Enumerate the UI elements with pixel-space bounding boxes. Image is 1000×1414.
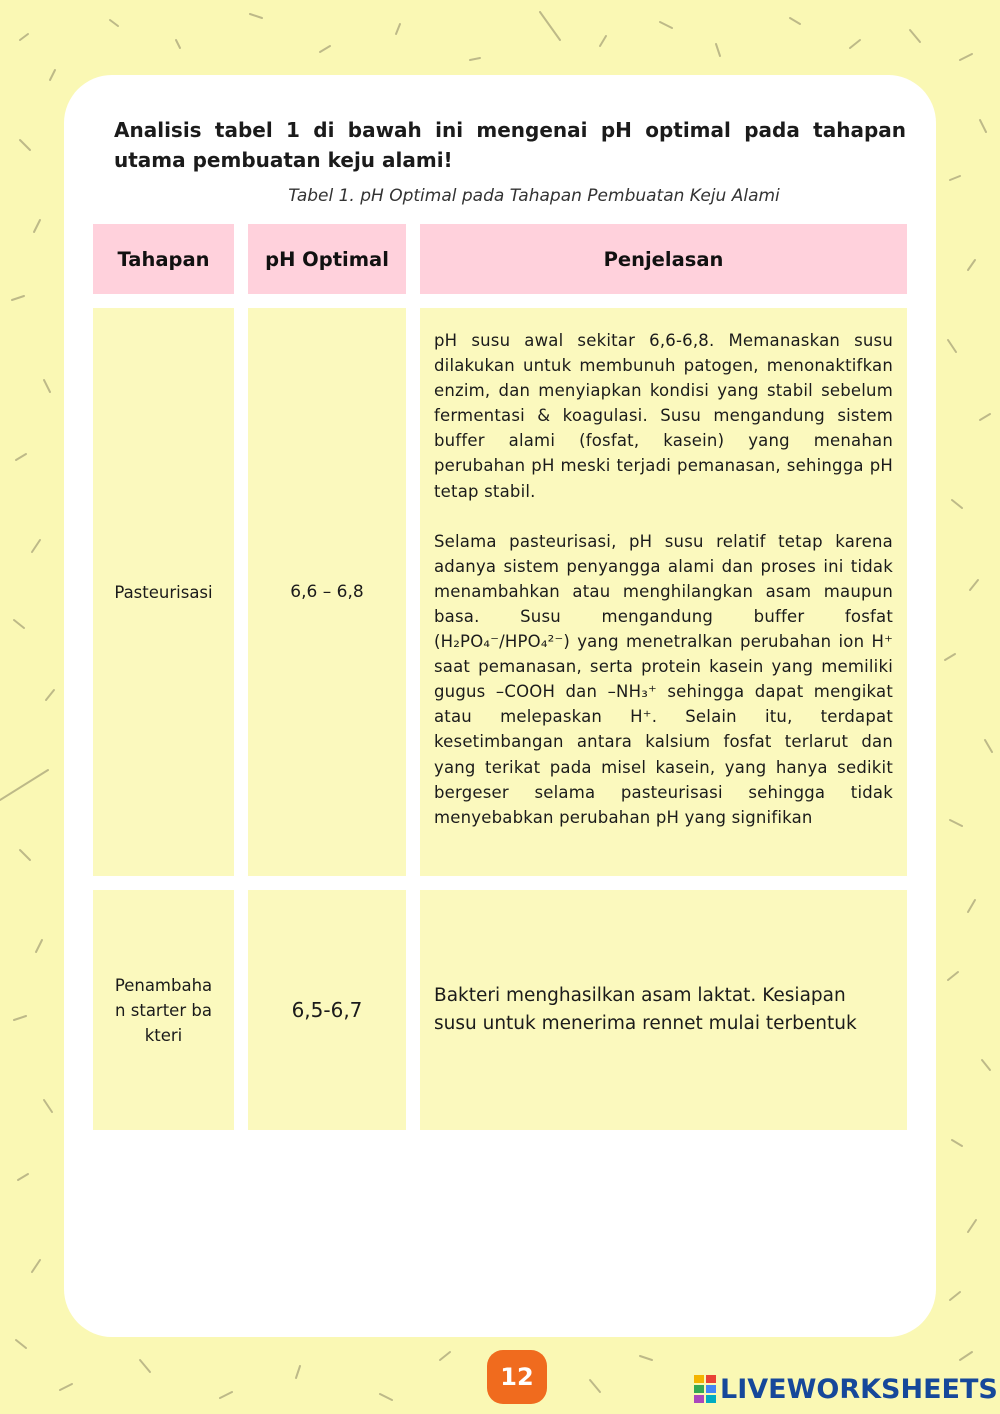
liveworksheets-logo[interactable] [694,1372,998,1406]
explanation-paragraph-1: pH susu awal sekitar 6,6-6,8. Memanaskan susu dilakukan untuk membunuh patogen, menonaktifkan enzim, dan menyiapkan kondisi yang stabil sebelum fermentasi & koagulasi. Susu mengandung sistem buffer alami (fosfat, kasein) yang menahan perubahan pH meski terjadi pemanasan, sehingga pH tetap stabil. [434,331,893,501]
instruction-heading: Analisis tabel 1 di bawah ini mengenai pH optimal pada tahapan utama pembuatan keju alami! [114,118,906,172]
stage-label: Penambahan starter bakteri [114,975,213,1045]
page-number-badge: 12 [487,1350,547,1404]
live-blocks-icon [694,1375,716,1403]
ph-pasteurisasi: 6,6 – 6,8 [248,308,406,876]
table-caption: Tabel 1. pH Optimal pada Tahapan Pembuatan Keju Alami [288,186,780,206]
header-penjelasan: Penjelasan [420,224,907,294]
explanation-paragraph-2: Selama pasteurisasi, pH susu relatif tetap karena adanya sistem penyangga alami dan proses ini tidak menambahkan atau menghilangkan asam maupun basa. Susu mengandung buffer fosfat (H₂PO₄⁻/HPO₄²⁻) yang menetralkan perubahan ion H⁺ saat pemanasan, serta protein kasein yang memiliki gugus –COOH dan –NH₃⁺ sehingga dapat mengikat atau melepaskan H⁺. Selain itu, terdapat kesetimbangan antara kalsium fosfat terlarut dan yang terikat pada misel kasein, yang hanya sedikit bergeser selama pasteurisasi sehingga tidak menyebabkan perubahan pH yang signifikan [434,531,893,827]
explanation-penambahan-starter: Bakteri menghasilkan asam laktat. Kesiapan susu untuk menerima rennet mulai terbentuk [420,890,907,1130]
header-tahapan: Tahapan [93,224,234,294]
stage-pasteurisasi: Pasteurisasi [93,308,234,876]
stage-penambahan-starter [93,890,234,1130]
ph-penambahan-starter: 6,5-6,7 [248,890,406,1130]
explanation-pasteurisasi [420,308,907,876]
brand-text: LIVEWORKSHEETS [720,1373,998,1405]
header-ph-optimal: pH Optimal [248,224,406,294]
